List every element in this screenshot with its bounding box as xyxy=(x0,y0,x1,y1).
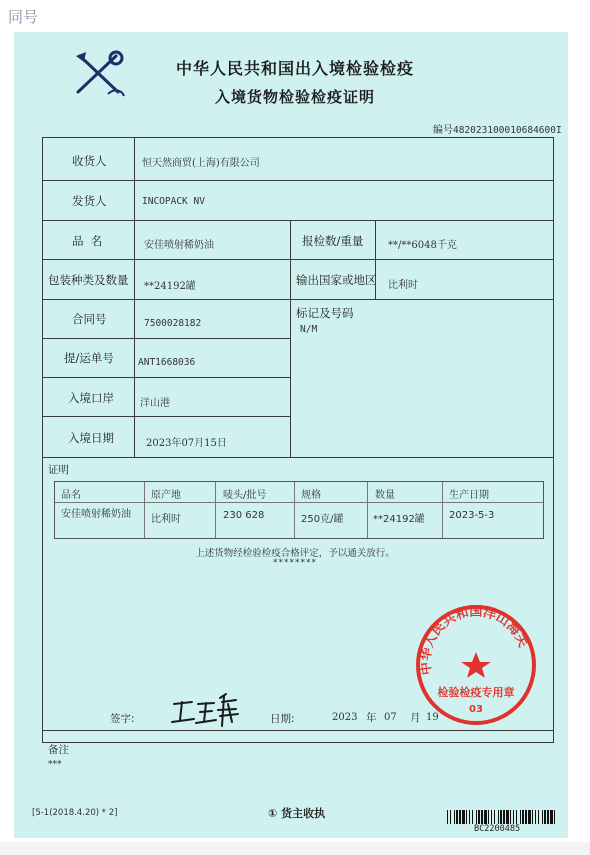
barcode-number: BC2200485 xyxy=(474,824,521,834)
consignee-label: 收货人 xyxy=(72,154,107,168)
certification-label: 证明 xyxy=(48,464,69,476)
goods-value: 安佳喷射稀奶油 xyxy=(144,240,214,251)
table-cell-production-date: 2023-5-3 xyxy=(449,510,495,521)
form-code: [5-1(2018.4.20) * 2] xyxy=(32,808,118,818)
qty-weight-value: **/**6048千克 xyxy=(388,240,457,251)
packing-value: **24192罐 xyxy=(144,281,196,292)
title-line-1: 中华人民共和国出入境检验检疫 xyxy=(175,59,414,78)
row-divider xyxy=(43,220,553,221)
sign-year: 2023 xyxy=(332,712,358,723)
cert-no-label: 编号 xyxy=(433,125,453,136)
goods-label: 品 名 xyxy=(72,234,103,248)
row-divider xyxy=(43,730,553,731)
contract-label: 合同号 xyxy=(72,312,107,326)
sign-month-unit: 月 xyxy=(410,712,421,724)
handwritten-signature xyxy=(170,692,240,730)
bl-value: ANT1668036 xyxy=(138,357,196,368)
table-header-origin: 原产地 xyxy=(151,490,181,501)
sign-month: 07 xyxy=(384,712,397,723)
table-cell-marks: 230 628 xyxy=(223,510,265,521)
row-divider xyxy=(43,299,553,300)
remarks-value: *** xyxy=(48,760,62,770)
remarks-label: 备注 xyxy=(48,744,69,756)
date-label-sign: 日期: xyxy=(270,713,295,725)
barcode-icon xyxy=(447,810,557,824)
cert-no-value: 482023100010684600I xyxy=(453,125,562,136)
marks-value: N/M xyxy=(300,324,318,335)
handwritten-note: 同号 xyxy=(8,8,39,26)
certificate-number xyxy=(433,121,562,136)
date-value: 2023年07月15日 xyxy=(146,438,227,449)
origin-country-value: 比利时 xyxy=(388,280,418,291)
signature-label: 签字: xyxy=(110,713,135,725)
origin-country-label: 输出国家或地区 xyxy=(296,273,377,287)
port-value: 洋山港 xyxy=(140,398,170,409)
table-header-divider xyxy=(55,502,543,503)
copy-label: ① 货主收执 xyxy=(268,807,326,820)
row-divider xyxy=(43,416,291,417)
table-header-goods: 品名 xyxy=(61,490,81,501)
official-seal-stamp xyxy=(411,600,541,730)
row-divider xyxy=(43,259,553,260)
packing-label: 包装种类及数量 xyxy=(48,273,129,287)
bl-label: 提/运单号 xyxy=(64,351,114,365)
table-cell-spec: 250克/罐 xyxy=(301,514,344,525)
bottom-strip xyxy=(0,842,590,855)
goods-detail-table xyxy=(54,481,544,539)
sign-year-unit: 年 xyxy=(366,712,377,724)
consignor-label: 发货人 xyxy=(72,194,107,208)
port-label: 入境口岸 xyxy=(68,391,114,405)
table-col-divider xyxy=(215,482,216,538)
table-header-quantity: 数量 xyxy=(375,490,395,501)
stamp-number: 03 xyxy=(469,704,483,715)
consignee-value: 恒天然商贸(上海)有限公司 xyxy=(142,158,260,169)
consignor-value: INCOPACK NV xyxy=(142,196,205,207)
title-line-2: 入境货物检验检疫证明 xyxy=(214,88,375,106)
sign-day: 19 xyxy=(426,712,439,723)
stamp-inner-text: 检验检疫专用章 xyxy=(437,686,515,699)
row-divider xyxy=(43,338,291,339)
table-cell-goods: 安佳喷射稀奶油 xyxy=(61,509,131,520)
approval-text: 上述货物经检验检疫合格评定，予以通关放行。 xyxy=(195,548,395,559)
row-divider xyxy=(43,457,553,458)
table-header-production-date: 生产日期 xyxy=(449,490,489,501)
stamp-arc-text: 中华人民共和国洋山海关 xyxy=(418,604,531,676)
table-col-divider xyxy=(294,482,295,538)
table-header-spec: 规格 xyxy=(301,490,321,501)
date-label: 入境日期 xyxy=(68,431,114,445)
table-col-divider xyxy=(367,482,368,538)
marks-label: 标记及号码 xyxy=(296,306,354,320)
table-col-divider xyxy=(442,482,443,538)
table-cell-quantity: **24192罐 xyxy=(373,514,425,525)
table-col-divider xyxy=(144,482,145,538)
col-divider xyxy=(134,138,135,457)
qty-weight-label: 报检数/重量 xyxy=(302,234,364,248)
approval-stars: ******** xyxy=(273,558,317,568)
row-divider xyxy=(43,377,291,378)
row-divider xyxy=(43,180,553,181)
table-cell-origin: 比利时 xyxy=(151,514,181,525)
col-divider xyxy=(290,220,291,457)
contract-value: 7500028182 xyxy=(144,318,202,329)
table-header-marks: 唛头/批号 xyxy=(223,490,267,501)
